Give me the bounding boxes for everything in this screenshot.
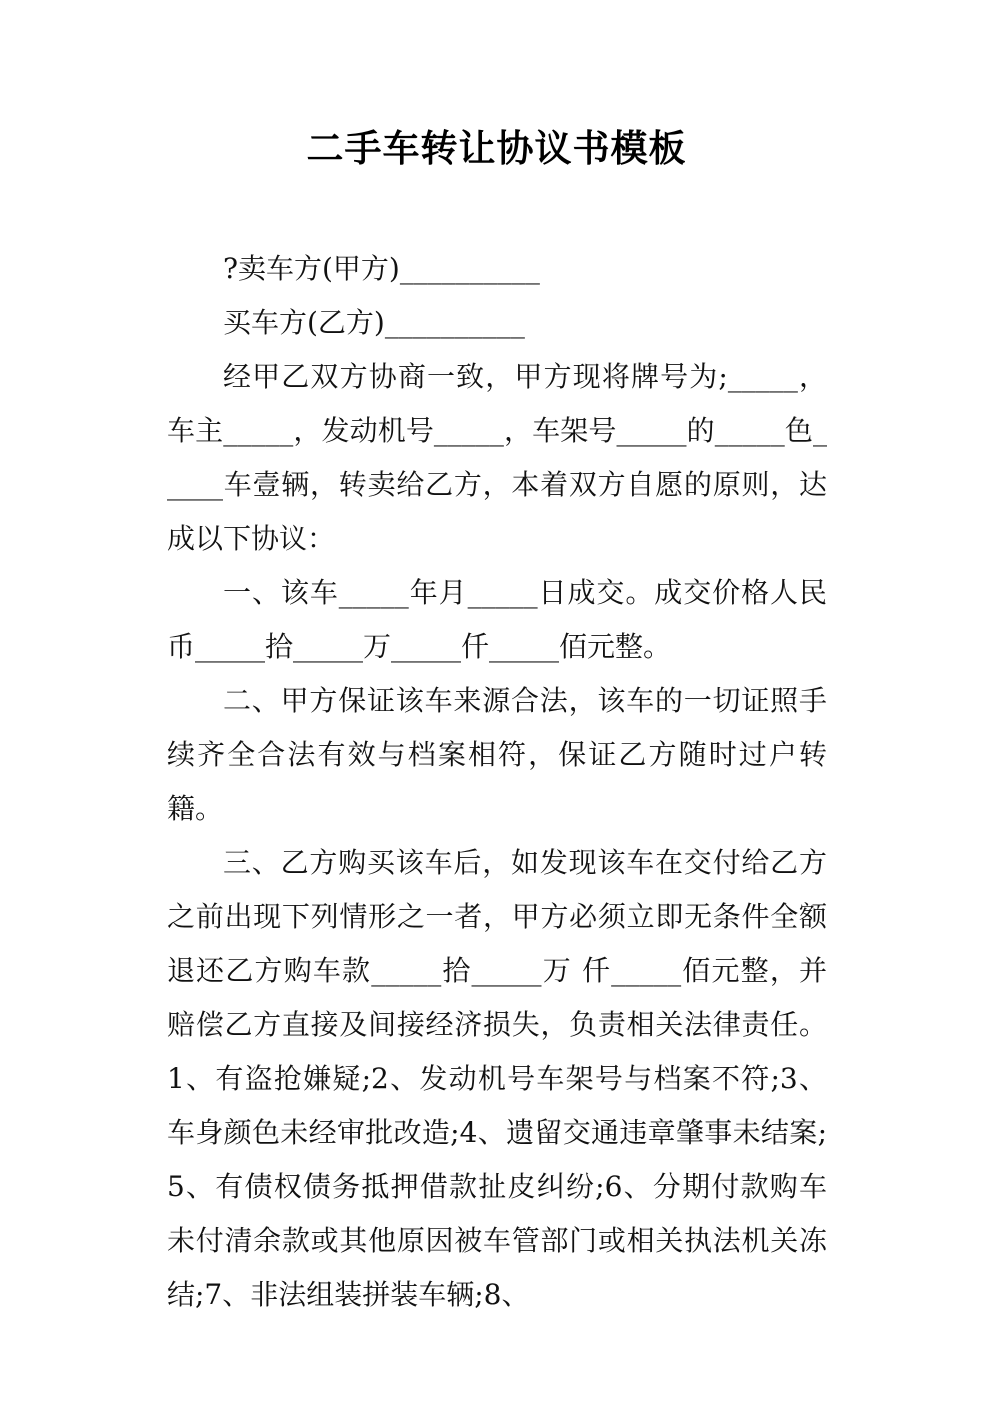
document-body [167,242,827,1322]
intro-paragraph: 经甲乙双方协商一致，甲方现将牌号为;_____，车主_____，发动机号_____，车架号_____的_____色_____车壹辆，转卖给乙方，本着双方自愿的原则，达成以下协议： [167,360,827,555]
clause-3: 三、乙方购买该车后，如发现该车在交付给乙方之前出现下列情形之一者，甲方必须立即无条件全额退还乙方购车款_____拾_____万 仟_____佰元整，并赔偿乙方直接及间接经济损失，负责相关法律责任。1、有盗抢嫌疑;2、发动机号车架号与档案不符;3、车身颜色未经审批改造;4、遗留交通违章肇事未结案;5、有债权债务抵押借款扯皮纠纷;6、分期付款购车未付清余款或其他原因被车管部门或相关执法机关冻结;7、非法组装拼装车辆;8、 [167,846,827,1311]
seller-line: ?卖车方(甲方)__________ [223,252,540,285]
clause-1: 一、该车_____年月_____日成交。成交价格人民币_____拾_____万_____仟_____佰元整。 [167,576,827,663]
clause-2: 二、甲方保证该车来源合法，该车的一切证照手续齐全合法有效与档案相符，保证乙方随时过户转籍。 [167,684,827,825]
document-title: 二手车转让协议书模板 [306,127,687,170]
buyer-line: 买车方(乙方)__________ [223,306,525,339]
